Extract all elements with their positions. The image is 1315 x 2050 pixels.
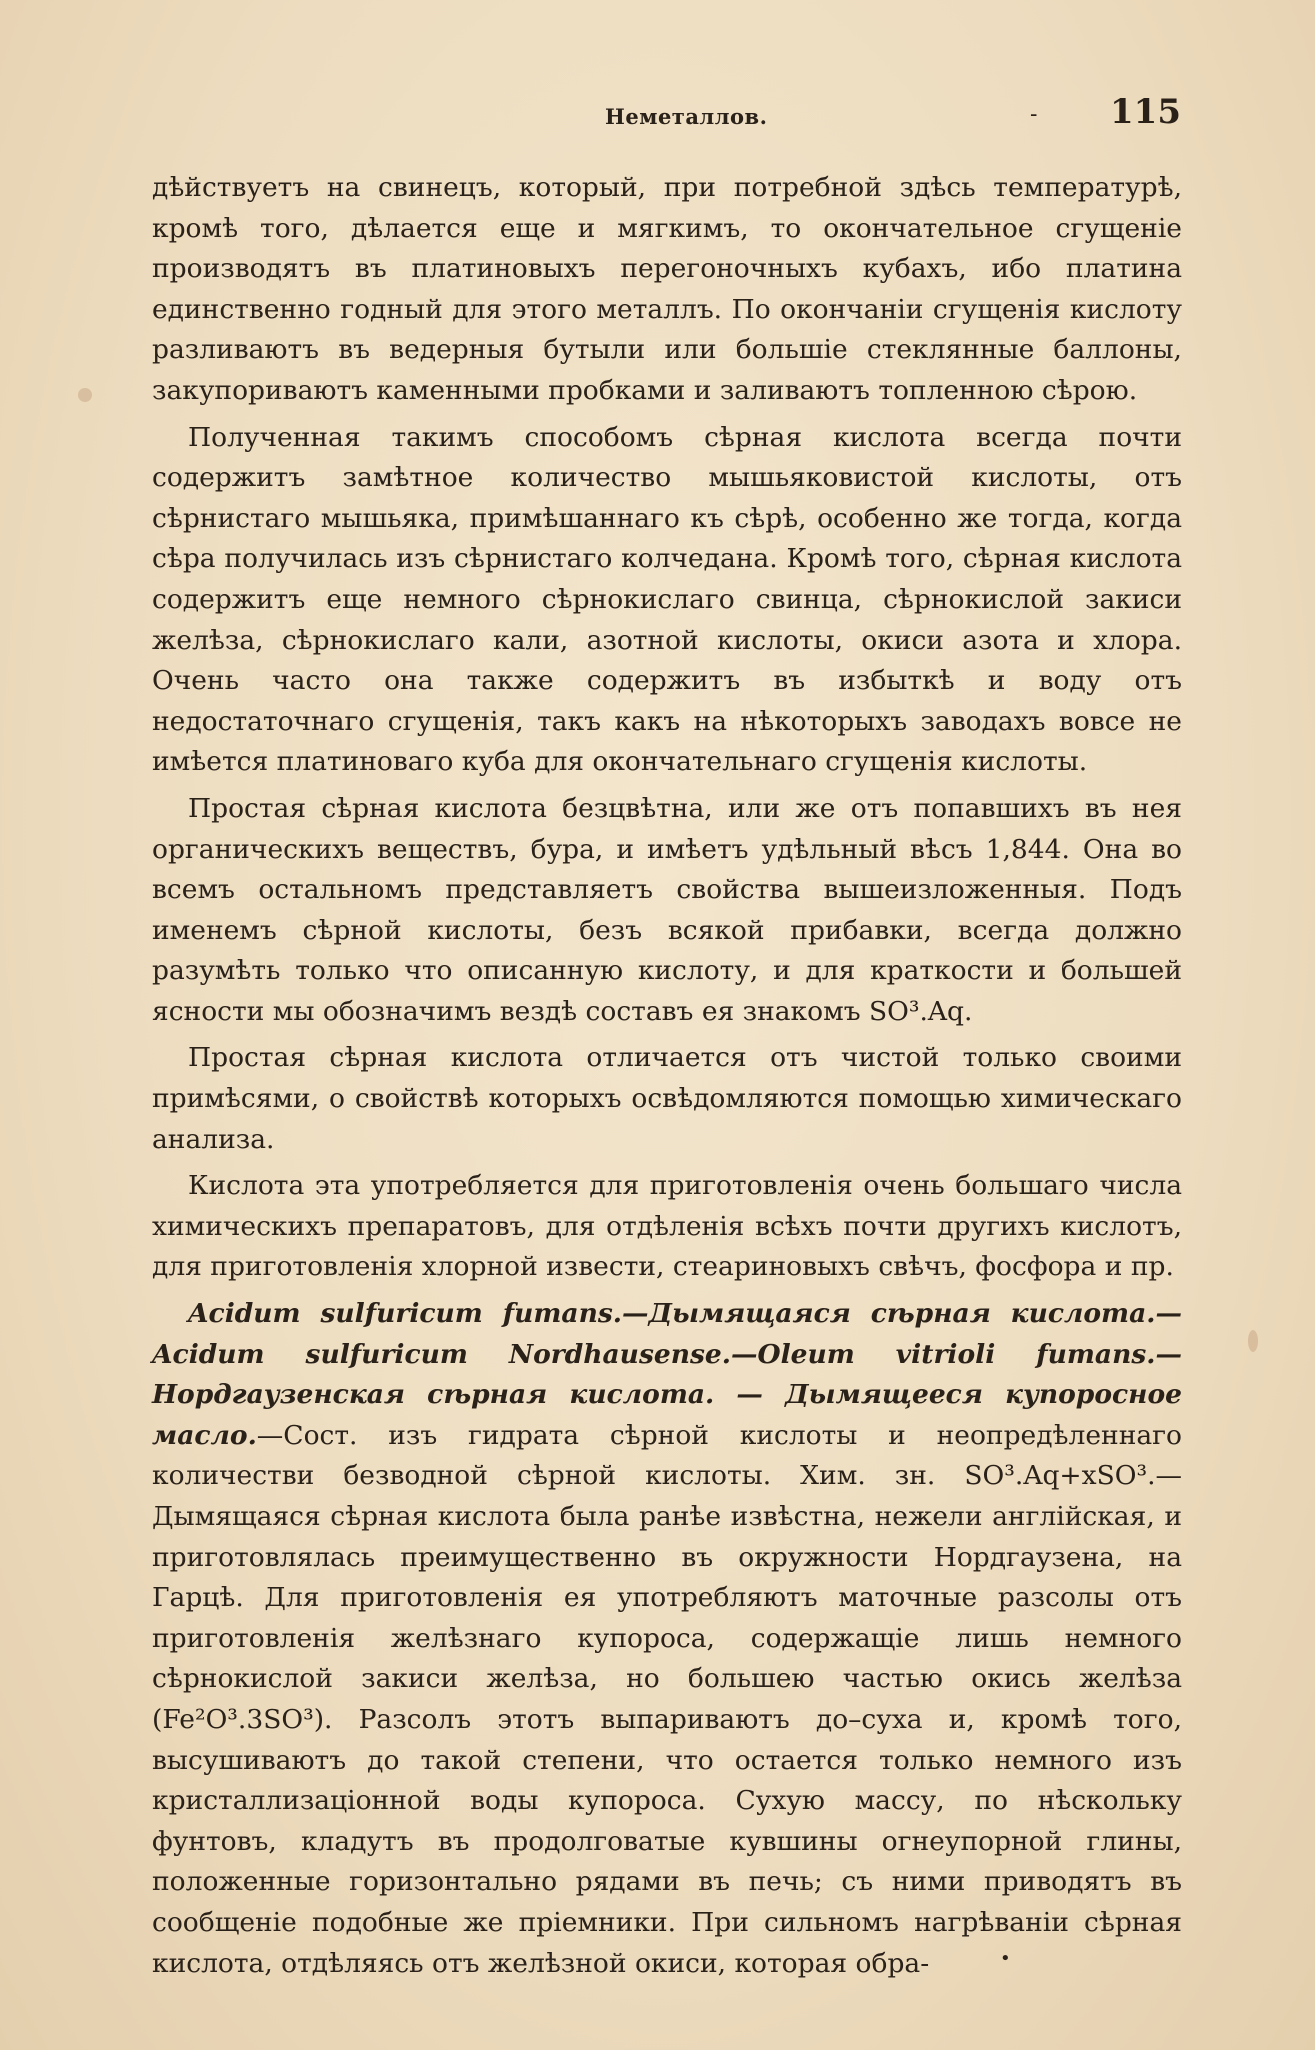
running-title: Неметаллов.: [605, 104, 768, 129]
paragraph: Полученная такимъ способомъ сѣрная кислота всегда почти содержитъ замѣтное количество мышьяковистой кислоты, отъ сѣрнистаго мышьяка, примѣшаннаго къ сѣрѣ, особенно же тогда, когда сѣра получилась изъ сѣрнистаго колчедана. Кромѣ того, сѣрная кислота содержитъ еще немного сѣрнокислаго свинца, сѣрнокислой закиси желѣза, сѣрнокислаго кали, азотной кислоты, окиси азота и хлора. Очень часто она также содержитъ въ избыткѣ и воду отъ недостаточнаго сгущенія, такъ какъ на нѣкоторыхъ заводахъ вовсе не имѣется платиноваго куба для окончательнаго сгущенія кислоты.: [152, 421, 1182, 778]
paragraph: Кислота эта употребляется для приготовленія очень большаго числа химическихъ препаратовъ, для отдѣленія всѣхъ почти другихъ кислотъ, для приготовленія хлорной извести, стеариновыхъ свѣчъ, фосфора и пр.: [152, 1170, 1182, 1283]
printer-mark: •: [1000, 1948, 1011, 1969]
page-header: [0, 92, 1315, 136]
paragraph: дѣйствуетъ на свинецъ, который, при потребной здѣсь температурѣ, кромѣ того, дѣлается еще и мягкимъ, то окончательное сгущеніе производятъ въ платиновыхъ перегоночныхъ кубахъ, ибо платина единственно годный для этого металлъ. По окончаніи сгущенія кислоту разливаютъ въ ведерныя бутыли или большіе стеклянные баллоны, закупориваютъ каменными пробками и заливаютъ топленною сѣрою.: [152, 172, 1182, 406]
paper-stain: [1248, 1330, 1258, 1352]
paragraph: Простая сѣрная кислота отличается отъ чистой только своими примѣсями, о свойствѣ которыхъ освѣдомляются помощью химическаго анализа.: [152, 1042, 1182, 1155]
section-text: —Сост. изъ гидрата сѣрной кислоты и неопредѣленнаго количестви безводной сѣрной кислоты. Хим. зн. SO³.Aq+xSO³.—Дымящаяся сѣрная кислота была ранѣе извѣстна, нежели англійская, и приготовлялась преимущественно въ окружности Нордгаузена, на Гарцѣ. Для приготовленія ея употребляютъ маточные разсолы отъ приготовленія желѣзнаго купороса, содержащіе лишь немного сѣрнокислой закиси желѣза, но большею частью окись желѣза (Fe²O³.3SO³). Разсолъ этотъ выпариваютъ до–суха и, кромѣ того, высушиваютъ до такой степени, что остается только немного изъ кристаллизаціонной воды купороса. Сухую массу, по нѣскольку фунтовъ, кладутъ въ продолговатые кувшины огнеупорной глины, положенные горизонтально рядами въ печь; съ ними приводятъ въ сообщеніе подобные же пріемники. При сильномъ нагрѣваніи сѣрная кислота, отдѣляясь отъ желѣзной окиси, которая обра-: [152, 1419, 1182, 1979]
paper-stain: [78, 388, 92, 402]
body-text: [152, 168, 1182, 1990]
paragraph-fuming-acid: [152, 1294, 1182, 1984]
page-number: 115: [1110, 92, 1181, 132]
paragraph: Простая сѣрная кислота безцвѣтна, или же отъ попавшихъ въ нея органическихъ веществъ, бура, и имѣетъ удѣльный вѣсъ 1,844. Она во всемъ остальномъ представляетъ свойства вышеизложенныя. Подъ именемъ сѣрной кислоты, безъ всякой прибавки, всегда должно разумѣть только что описанную кислоту, и для краткости и большей ясности мы обозначимъ вездѣ составъ ея знакомъ SO³.Aq.: [152, 792, 1182, 1027]
header-dash: -: [1030, 102, 1038, 127]
section-heading: Acidum sulfuricum fumans.—Дымящаяся сѣрная кислота.—Acidum sulfuricum Nordhausense.—Oleum vitrioli fumans.—Нордгаузенская сѣрная кислота. — Дымящееся купоросное масло.: [152, 1298, 1182, 1451]
